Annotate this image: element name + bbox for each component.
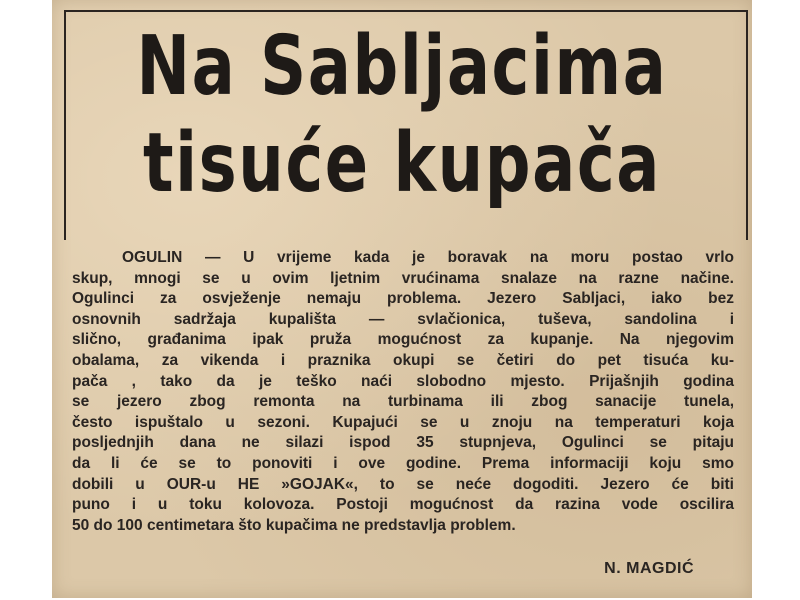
body-line: se jezero zbog remonta na turbinama ili zbog sanacije tunela, [72, 393, 734, 411]
body-line: dobili u OUR-u HE »GOJAK«, to se neće dogoditi. Jezero će biti [72, 475, 734, 493]
headline-line-2: tisuće kupača [142, 116, 662, 211]
body-line: puno i u toku kolovoza. Postoji mogućnost da razina vode oscilira [72, 496, 734, 514]
body-line: da li će se to ponoviti i ove godine. Prema informaciji koju smo [72, 454, 734, 472]
body-line: posljednjih dana ne silazi ispod 35 stupnjeva, Ogulinci se pitaju [72, 434, 734, 452]
body-line: obalama, za vikenda i praznika okupi se četiri do pet tisuća ku- [72, 351, 734, 369]
author-byline: N. MAGDIĆ [604, 560, 694, 577]
body-line: slično, građanima ipak pruža mogućnost za kupanje. Na njegovim [72, 331, 734, 349]
article-body [72, 248, 734, 536]
body-line: pača , tako da je teško naći slobodno mjesto. Prijašnjih godina [72, 372, 734, 390]
body-line: Ogulinci za osvježenje nemaju problema. Jezero Sabljaci, iako bez [72, 290, 734, 308]
body-line: često ispuštalo u sezoni. Kupajući se u znoju na temperaturi koja [72, 413, 734, 431]
body-line: osnovnih sadržaja kupališta — svlačionica, tuševa, sandolina i [72, 310, 734, 328]
headline-line-1: Na Sabljacima [136, 19, 668, 114]
newspaper-clipping [52, 0, 752, 598]
body-line: skup, mnogi se u ovim ljetnim vrućinama snalaze na razne načine. [72, 269, 734, 287]
body-line: OGULIN — U vrijeme kada je boravak na moru postao vrlo [122, 249, 734, 266]
body-line: 50 do 100 centimetara što kupačima ne predstavlja problem. [72, 516, 516, 534]
